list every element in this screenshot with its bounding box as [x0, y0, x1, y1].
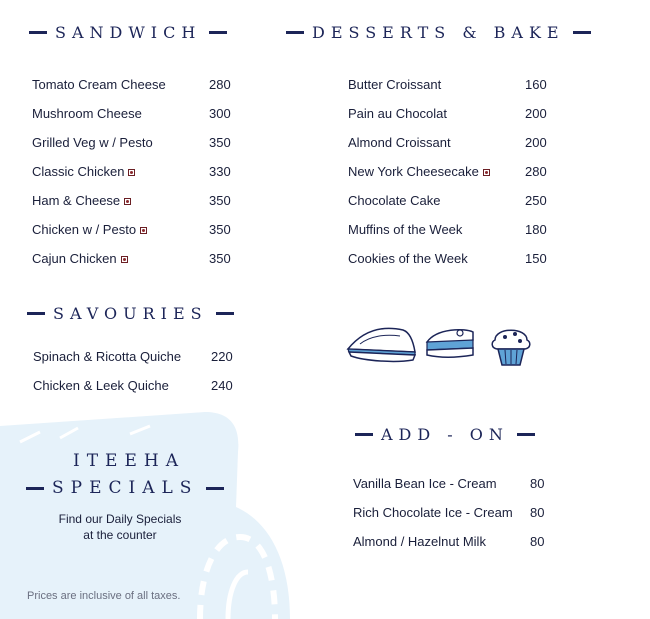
title-dash	[29, 31, 47, 34]
menu-item-name-text: Classic Chicken	[32, 164, 125, 179]
menu-item-name	[33, 349, 181, 364]
menu-item-price: 200	[525, 106, 547, 121]
title-dash	[26, 487, 44, 490]
menu-item-price: 80	[530, 476, 545, 491]
menu-item-name-text: Spinach & Ricotta Quiche	[33, 349, 182, 364]
sandwich-title-text: SANDWICH	[55, 23, 202, 42]
menu-item-name-text: New York Cheesecake	[348, 164, 479, 179]
menu-item-price: 80	[530, 505, 545, 520]
menu-item-name	[348, 135, 451, 150]
menu-item	[32, 106, 232, 135]
desserts-title	[286, 23, 591, 42]
specials-note-line: at the counter	[83, 528, 157, 542]
menu-item-name-text: Chicken & Leek Quiche	[33, 378, 169, 393]
menu-item	[33, 349, 233, 378]
menu-item-name-text: Tomato Cream Cheese	[32, 77, 166, 92]
menu-item-name-text: Rich Chocolate Ice - Cream	[353, 505, 513, 520]
title-dash	[209, 31, 227, 34]
menu-item-name	[33, 378, 169, 393]
menu-item	[353, 505, 548, 534]
menu-item	[348, 135, 548, 164]
title-dash	[27, 312, 45, 315]
sandwich-list	[32, 77, 232, 280]
menu-item	[348, 77, 548, 106]
menu-item	[348, 164, 548, 193]
menu-item-name-text: Butter Croissant	[348, 77, 442, 92]
menu-item-price: 240	[211, 378, 233, 393]
sandwich-title	[29, 23, 227, 42]
menu-item-name	[32, 251, 128, 266]
savouries-title-text: SAVOURIES	[53, 304, 208, 323]
menu-item-name	[348, 251, 468, 266]
menu-item-price: 150	[525, 251, 547, 266]
title-dash	[573, 31, 591, 34]
addon-title-text: ADD - ON	[381, 425, 509, 444]
menu-item-price: 350	[209, 135, 231, 150]
title-dash	[286, 31, 304, 34]
savouries-title	[27, 304, 234, 323]
menu-item-name	[32, 135, 153, 150]
nonveg-mark-icon	[140, 227, 147, 234]
menu-item-name-text: Grilled Veg w / Pesto	[32, 135, 153, 150]
menu-item-name-text: Pain au Chocolat	[348, 106, 448, 121]
menu-item-name	[353, 476, 497, 491]
tax-note: Prices are inclusive of all taxes.	[27, 590, 181, 602]
menu-item-name-text: Chocolate Cake	[348, 193, 441, 208]
menu-item-name	[348, 222, 462, 237]
menu-item	[32, 77, 232, 106]
menu-item-name-text: Chicken w / Pesto	[32, 222, 137, 237]
menu-item	[32, 222, 232, 251]
muffin-icon	[492, 330, 530, 365]
savouries-list	[33, 349, 233, 407]
menu-item	[32, 164, 232, 193]
menu-item-name-text: Cookies of the Week	[348, 251, 468, 266]
title-dash	[355, 433, 373, 436]
menu-item-price: 350	[209, 193, 231, 208]
menu-item-name	[353, 505, 513, 520]
desserts-list	[348, 77, 548, 280]
specials-title	[26, 478, 224, 498]
title-dash	[517, 433, 535, 436]
menu-item-price: 350	[209, 251, 231, 266]
menu-item-price: 220	[211, 349, 233, 364]
addon-title	[355, 425, 535, 444]
menu-item-name	[32, 164, 135, 179]
menu-item	[32, 251, 232, 280]
menu-item-name	[353, 534, 486, 549]
menu-item-price: 180	[525, 222, 547, 237]
menu-item-price: 330	[209, 164, 231, 179]
menu-item	[348, 251, 548, 280]
sandwich-icon	[348, 328, 415, 361]
menu-item	[353, 476, 548, 505]
specials-note	[45, 511, 195, 543]
cake-slice-icon	[427, 330, 473, 358]
menu-item-name-text: Mushroom Cheese	[32, 106, 142, 121]
menu-item-price: 160	[525, 77, 547, 92]
desserts-title-text: DESSERTS & BAKE	[312, 23, 565, 42]
menu-item	[32, 193, 232, 222]
menu-item-name	[32, 77, 166, 92]
menu-item-name-text: Muffins of the Week	[348, 222, 463, 237]
specials-title-text: SPECIALS	[52, 478, 199, 498]
menu-item-name	[348, 106, 447, 121]
menu-item-name-text: Cajun Chicken	[32, 251, 117, 266]
nonveg-mark-icon	[124, 198, 131, 205]
menu-item-name-text: Almond Croissant	[348, 135, 451, 150]
menu-item-name	[32, 222, 147, 237]
title-dash	[206, 487, 224, 490]
menu-item-name	[348, 77, 441, 92]
nonveg-mark-icon	[483, 169, 490, 176]
menu-item-price: 350	[209, 222, 231, 237]
menu-item-name	[348, 164, 490, 179]
menu-item-price: 250	[525, 193, 547, 208]
addon-list	[353, 476, 548, 563]
menu-item-name	[32, 106, 142, 121]
menu-item-price: 80	[530, 534, 545, 549]
menu-item	[32, 135, 232, 164]
menu-item-name	[32, 193, 131, 208]
title-dash	[216, 312, 234, 315]
menu-item	[348, 222, 548, 251]
menu-item	[33, 378, 233, 407]
menu-item-price: 280	[209, 77, 231, 92]
menu-item-name-text: Vanilla Bean Ice - Cream	[353, 476, 497, 491]
menu-item	[348, 193, 548, 222]
menu-item	[353, 534, 548, 563]
menu-item	[348, 106, 548, 135]
specials-note-line: Find our Daily Specials	[58, 512, 182, 526]
nonveg-mark-icon	[121, 256, 128, 263]
menu-item-price: 200	[525, 135, 547, 150]
bakery-illustrations	[345, 322, 555, 372]
nonveg-mark-icon	[128, 169, 135, 176]
menu-item-price: 280	[525, 164, 547, 179]
menu-item-name-text: Ham & Cheese	[32, 193, 121, 208]
menu-item-price: 300	[209, 106, 231, 121]
menu-item-name-text: Almond / Hazelnut Milk	[353, 534, 486, 549]
menu-item-name	[348, 193, 441, 208]
specials-brand: ITEEHA	[73, 451, 185, 471]
